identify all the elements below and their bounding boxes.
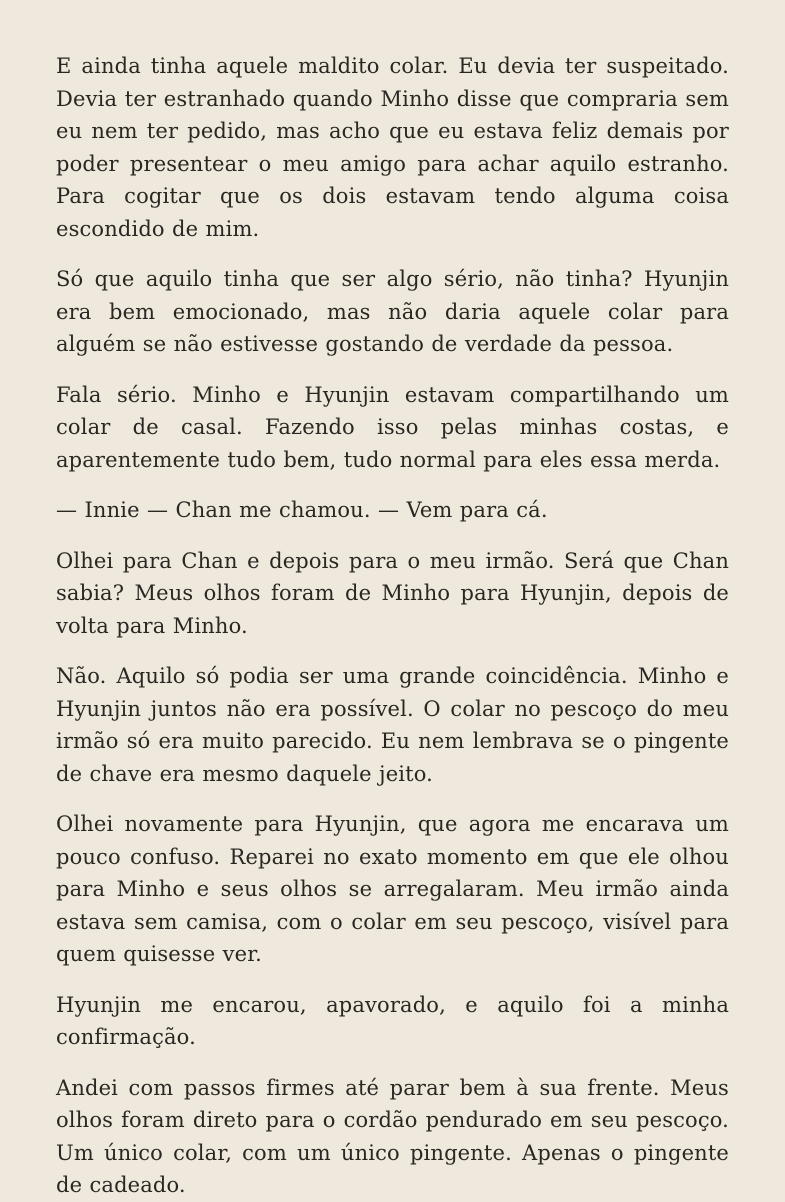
paragraph-2: Só que aquilo tinha que ser algo sério, não tinha? Hyunjin era bem emocionado, mas não daria aquele colar para alguém se não estivesse gostando de verdade da pessoa. (56, 267, 729, 356)
paragraph-5: Olhei para Chan e depois para o meu irmão. Será que Chan sabia? Meus olhos foram de Minho para Hyunjin, depois de volta para Minho. (56, 548, 729, 638)
paragraph-1: E ainda tinha aquele maldito colar. Eu devia ter suspeitado. Devia ter estranhado quando Minho disse que compraria sem eu nem ter pedido, mas acho que eu estava feliz demais por poder presentear o meu amigo para achar aquilo estranho. Para cogitar que os dois estavam tendo alguma coisa escondido de mim. (56, 54, 729, 241)
paragraph-7: Olhei novamente para Hyunjin, que agora me encarava um pouco confuso. Reparei no exato momento em que ele olhou para Minho e seus olhos se arregalaram. Meu irmão ainda estava sem camisa, com o colar em seu pescoço, visível para quem quisesse ver. (56, 812, 729, 966)
paragraph-3: Fala sério. Minho e Hyunjin estavam compartilhando um colar de casal. Fazendo isso pelas minhas costas, e aparentemente tudo bem, tudo normal para eles essa merda. (56, 382, 729, 472)
dialogue-line: — Innie — Chan me chamou. — Vem para cá. (56, 498, 548, 522)
paragraph-6: Não. Aquilo só podia ser uma grande coincidência. Minho e Hyunjin juntos não era possível. O colar no pescoço do meu irmão só era muito parecido. Eu nem lembrava se o pingente de chave era mesmo daquele jeito. (56, 664, 729, 786)
paragraph-9: Andei com passos firmes até parar bem à sua frente. Meus olhos foram direto para o cordão pendurado em seu pescoço. Um único colar, com um único pingente. Apenas o pingente de cadeado. (56, 1075, 729, 1197)
paragraph-8: Hyunjin me encarou, apavorado, e aquilo foi a minha confirmação. (56, 992, 729, 1049)
